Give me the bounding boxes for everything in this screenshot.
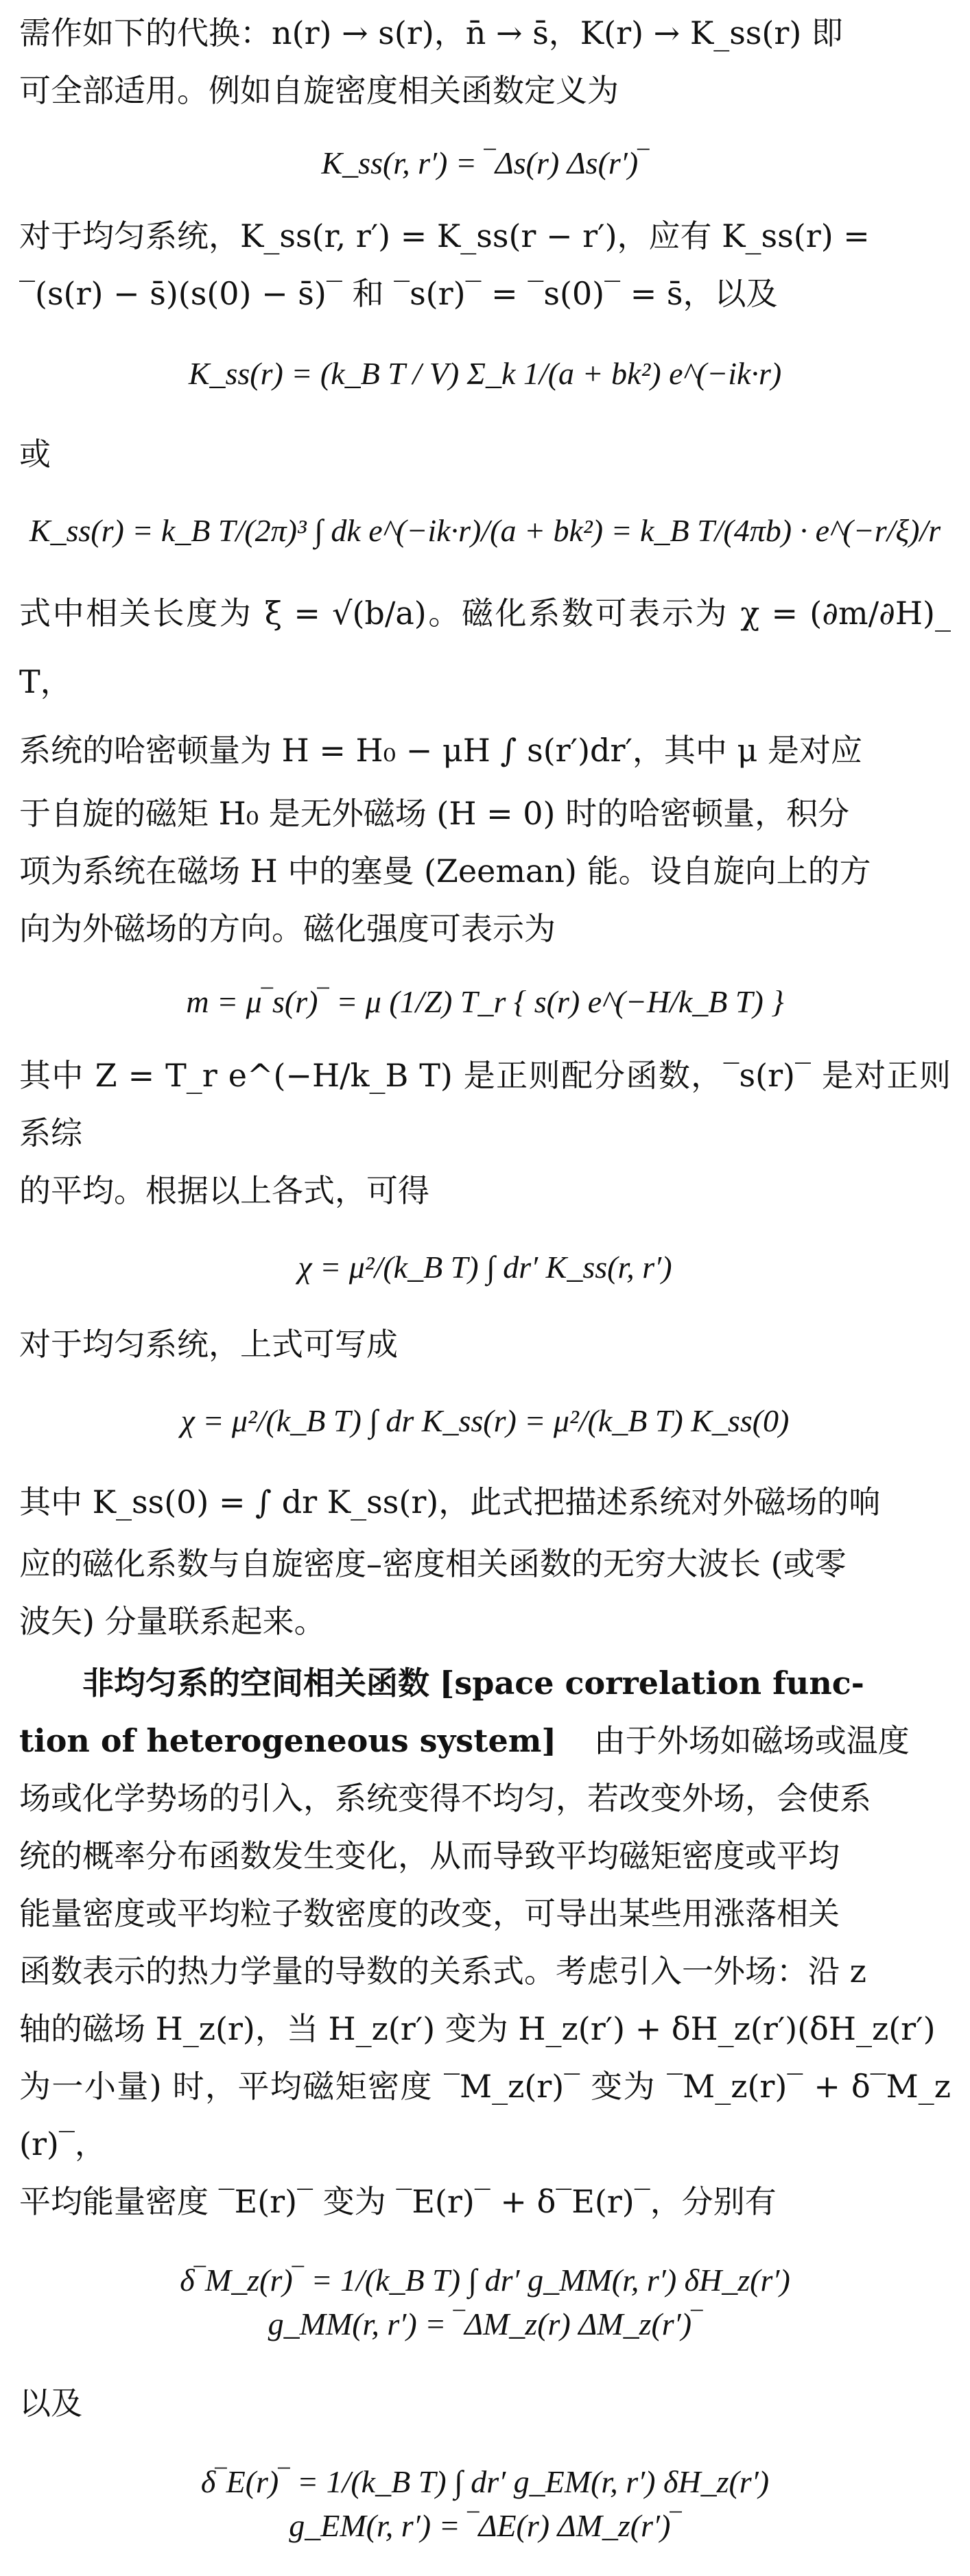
paragraph-line: ‾(s(r) − s̄)(s(0) − s̄)‾ 和 ‾s(r)‾ = ‾s(0)‾ = s̄，以及 bbox=[19, 275, 778, 312]
equation-block bbox=[19, 1373, 951, 1469]
equation-gmm: g_MM(r, r′) = ‾ΔM_z(r) ΔM_z(r′)‾ bbox=[268, 2306, 702, 2341]
equation-kss-sum: K_ss(r) = (k_B T / V) Σ_k 1/(a + bk²) e^(−ik·r) bbox=[188, 356, 782, 391]
paragraph-text: 由于外场如磁场或温度 bbox=[593, 1722, 910, 1759]
paragraph-line: 系统的哈密顿量为 H = H₀ − μH ∫ s(r′)dr′，其中 μ 是对应 bbox=[19, 732, 863, 769]
paragraph-line: 波矢) 分量联系起来。 bbox=[19, 1603, 326, 1640]
paragraph-line: 可全部适用。例如自旋密度相关函数定义为 bbox=[19, 72, 619, 109]
paragraph-line: 对于均匀系统，上式可写成 bbox=[19, 1326, 398, 1363]
paragraph-line: 能量密度或平均粒子数密度的改变，可导出某些用涨落相关 bbox=[19, 1895, 840, 1932]
equation-delta-m: δ‾M_z(r)‾ = 1/(k_B T) ∫ dr′ g_MM(r, r′) δH_z(r′) bbox=[180, 2263, 790, 2298]
equation-kss-integral: K_ss(r) = k_B T/(2π)³ ∫ dk e^(−ik·r)/(a + bk²) = k_B T/(4πb) · e^(−r/ξ)/r bbox=[29, 513, 941, 548]
equation-block bbox=[19, 1219, 951, 1315]
equation-block bbox=[19, 119, 951, 207]
paragraph-line: 向为外磁场的方向。磁化强度可表示为 bbox=[19, 910, 556, 947]
paragraph-line: 其中 Z = T_r e^(−H/k_B T) 是正则配分函数，‾s(r)‾ 是对正则系综 bbox=[19, 1057, 951, 1152]
paragraph-line: 需作如下的代换：n(r) → s(r)，n̄ → s̄，K(r) → K_ss(r) 即 bbox=[19, 14, 843, 51]
equation-magnetization: m = μ‾s(r)‾ = μ (1/Z) T_r { s(r) e^(−H/k_B T) } bbox=[186, 984, 784, 1019]
paragraph-line: 以及 bbox=[19, 2385, 82, 2422]
document-page bbox=[0, 4, 970, 2575]
paragraph-line: 应的磁化系数与自旋密度–密度相关函数的无穷大波长 (或零 bbox=[19, 1545, 847, 1582]
paragraph-line: 对于均匀系统，K_ss(r, r′) = K_ss(r − r′)，应有 K_ss(r) = bbox=[19, 217, 870, 254]
equation-spin-correlation: K_ss(r, r′) = ‾Δs(r) Δs(r′)‾ bbox=[321, 145, 649, 180]
equation-chi: χ = μ²/(k_B T) ∫ dr′ K_ss(r, r′) bbox=[298, 1250, 672, 1285]
equation-chi-uniform: χ = μ²/(k_B T) ∫ dr K_ss(r) = μ²/(k_B T) K_ss(0) bbox=[180, 1403, 790, 1438]
paragraph-line: 项为系统在磁场 H 中的塞曼 (Zeeman) 能。设自旋向上的方 bbox=[19, 852, 871, 890]
paragraph-line: 其中 K_ss(0) = ∫ dr K_ss(r)，此式把描述系统对外磁场的响 bbox=[19, 1483, 881, 1520]
paragraph-line: 为一小量) 时，平均磁矩密度 ‾M_z(r)‾ 变为 ‾M_z(r)‾ + δ‾M_z(r)‾， bbox=[19, 2068, 951, 2162]
paragraph-line: 场或化学势场的引入，系统变得不均匀，若改变外场，会使系 bbox=[19, 1780, 871, 1817]
equation-delta-e: δ‾E(r)‾ = 1/(k_B T) ∫ dr′ g_EM(r, r′) δH_z(r′) bbox=[200, 2464, 770, 2499]
paragraph-line: 或 bbox=[19, 436, 51, 473]
section-title-english: tion of heterogeneous system] bbox=[19, 1722, 557, 1759]
equation-block bbox=[19, 322, 951, 425]
equation-block bbox=[19, 957, 951, 1047]
section-heading-line bbox=[19, 1654, 951, 1712]
paragraph-line: 式中相关长度为 ξ = √(b/a)。磁化系数可表示为 χ = (∂m/∂H)_T， bbox=[19, 595, 951, 700]
paragraph-line: 统的概率分布函数发生变化，从而导致平均磁矩密度或平均 bbox=[19, 1837, 840, 1874]
paragraph-line: 函数表示的热力学量的导数的关系式。考虑引入一外场：沿 z bbox=[19, 1953, 866, 1990]
section-title-english: [space correlation func- bbox=[439, 1665, 864, 1702]
paragraph-line bbox=[19, 1712, 951, 1769]
section-title: 非均匀系的空间相关函数 bbox=[82, 1665, 429, 1702]
equation-gem: g_EM(r, r′) = ‾ΔE(r) ΔM_z(r′)‾ bbox=[289, 2508, 681, 2543]
paragraph-line: 轴的磁场 H_z(r)，当 H_z(r′) 变为 H_z(r′) + δH_z(r′)(δH_z(r′) bbox=[19, 2010, 936, 2047]
paragraph-line: 的平均。根据以上各式，可得 bbox=[19, 1172, 429, 1209]
equation-block bbox=[19, 483, 951, 579]
equation-block bbox=[19, 2432, 951, 2576]
paragraph-line: 于自旋的磁矩 H₀ 是无外磁场 (H = 0) 时的哈密顿量，积分 bbox=[19, 795, 850, 832]
paragraph-line: 平均能量密度 ‾E(r)‾ 变为 ‾E(r)‾ + δ‾E(r)‾，分别有 bbox=[19, 2183, 777, 2220]
equation-block bbox=[19, 2230, 951, 2374]
